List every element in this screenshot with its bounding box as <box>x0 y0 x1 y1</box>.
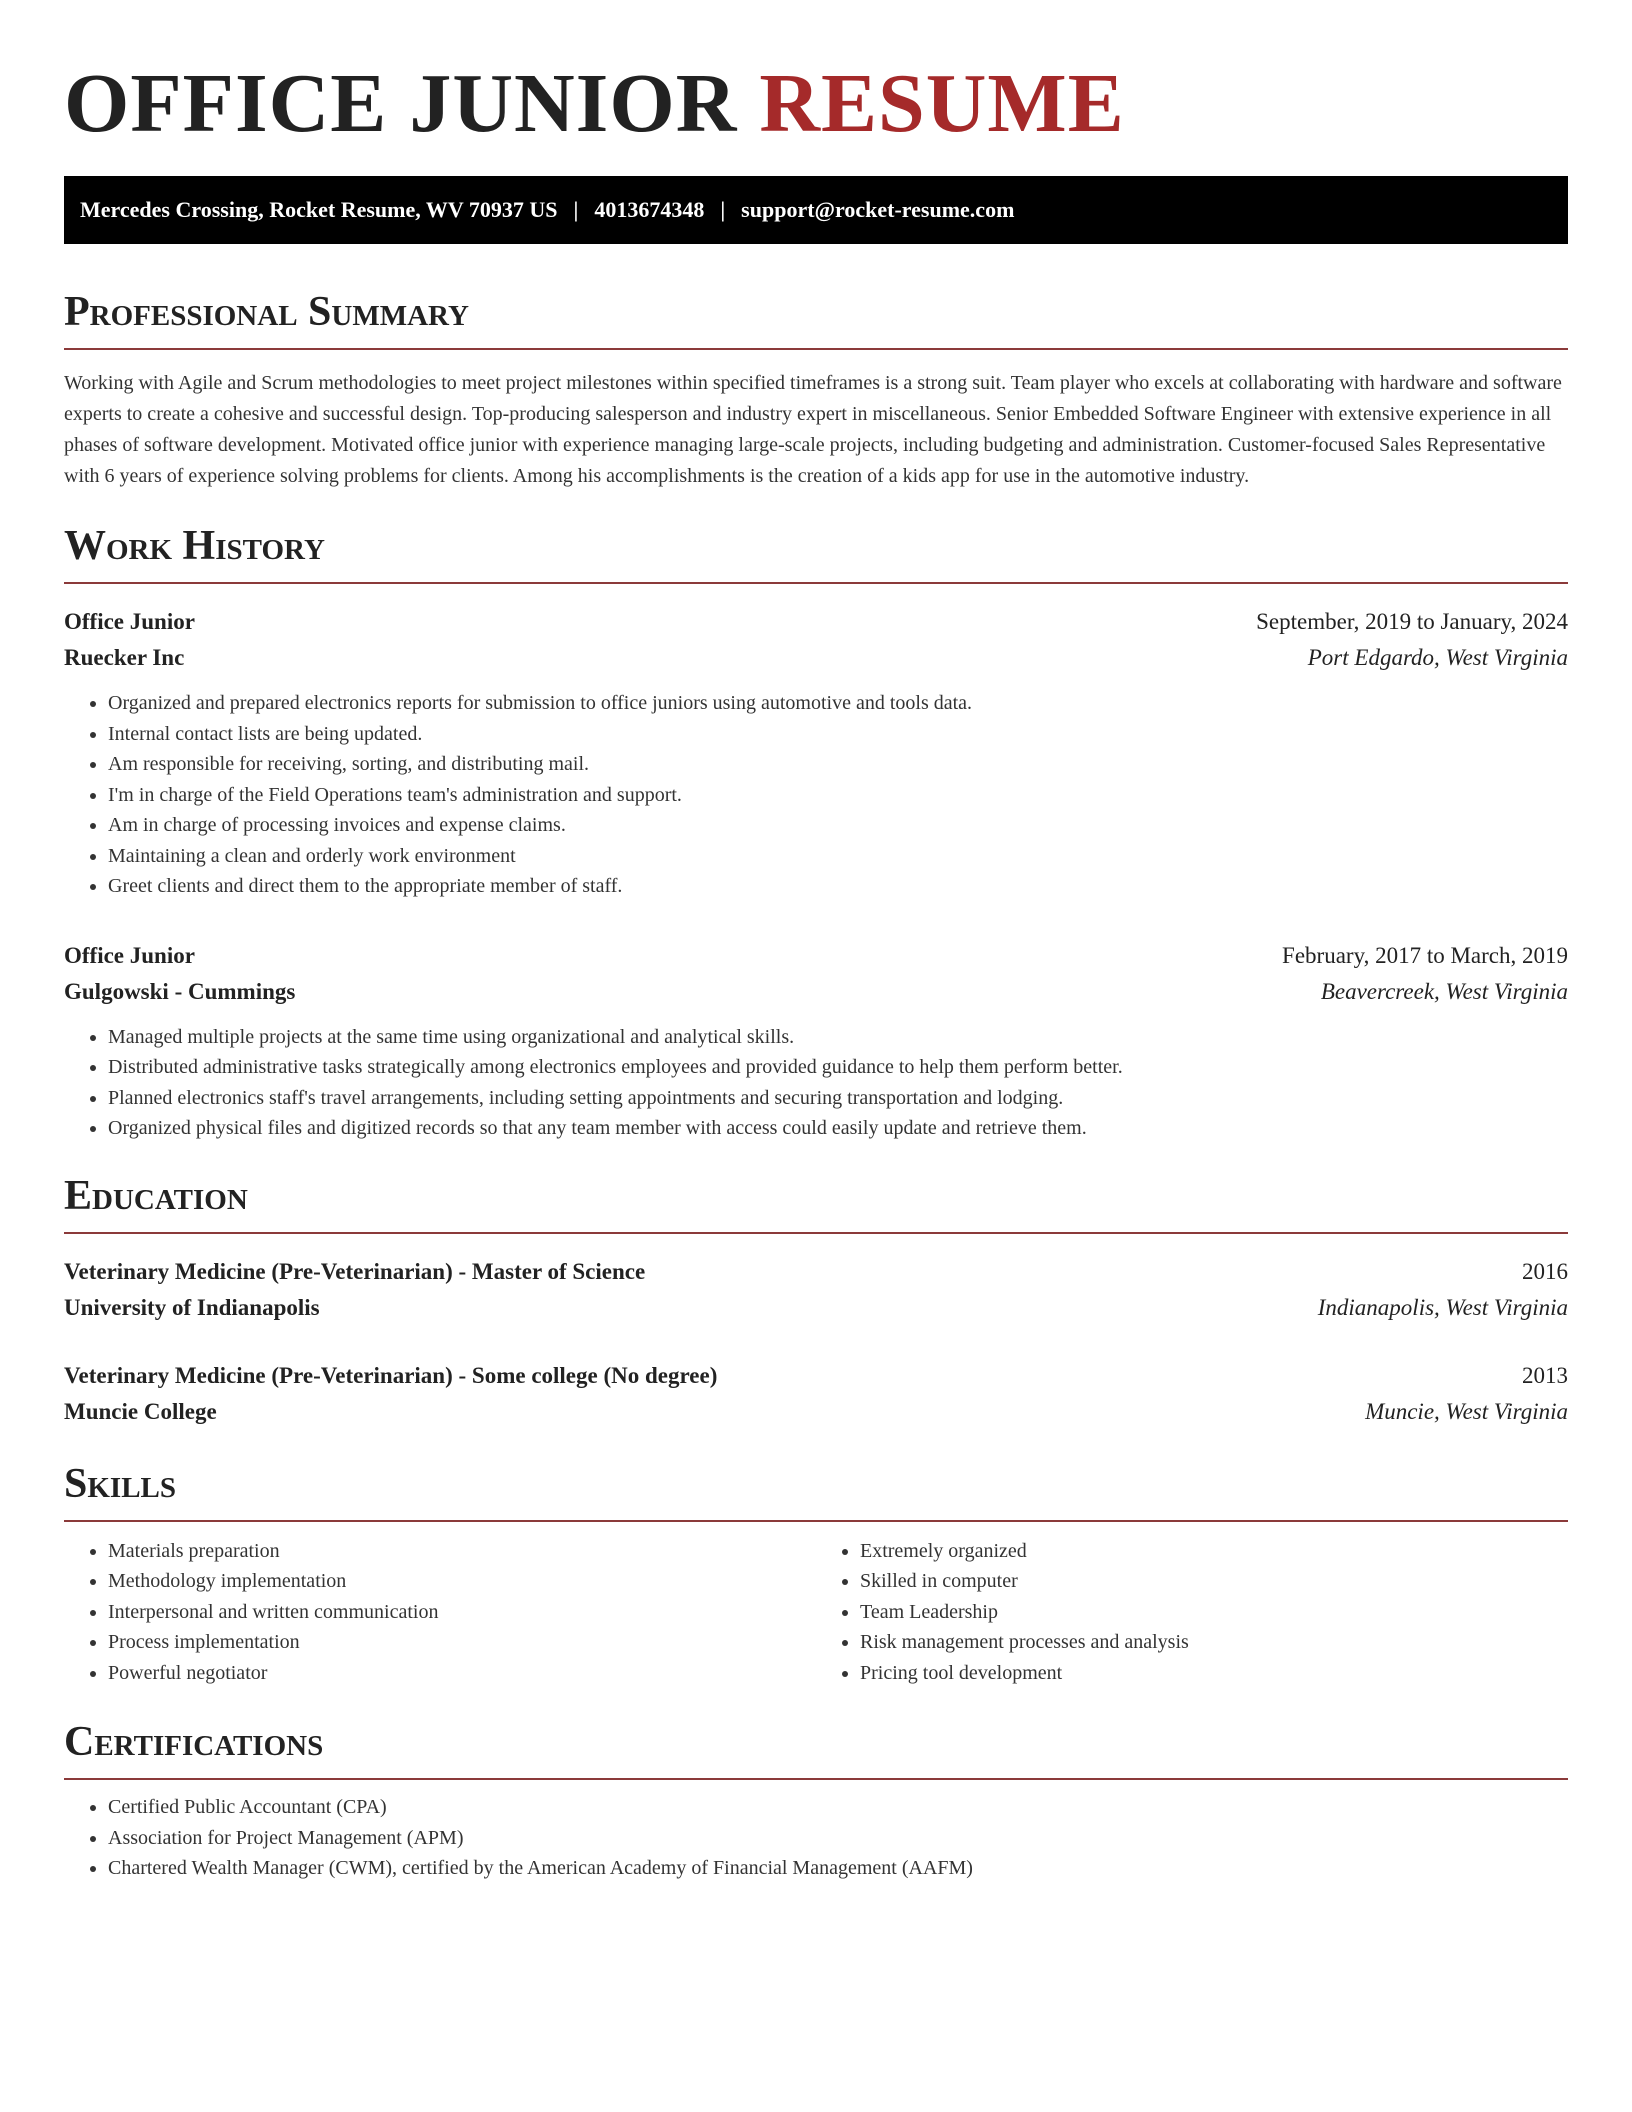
work-history-heading: Work History <box>64 523 325 569</box>
section-divider <box>64 582 1568 584</box>
job-duty-item: • I'm in charge of the Field Operations team's administration and support. <box>108 780 1568 811</box>
education-school-row <box>64 1290 1568 1326</box>
job-duty-item: • Am responsible for receiving, sorting, and distributing mail. <box>108 749 1568 780</box>
certification-item: • Certified Public Accountant (CPA) <box>108 1792 1568 1823</box>
education-degree-row <box>64 1254 1568 1290</box>
skill-item: • Skilled in computer <box>860 1566 1568 1597</box>
job-company-row <box>64 640 1568 676</box>
summary-section <box>64 288 1568 492</box>
skill-item: • Risk management processes and analysis <box>860 1627 1568 1658</box>
job-duty-item: • Planned electronics staff's travel arrangements, including setting appointments and securing transportation and lodging. <box>108 1083 1568 1114</box>
job-location: Port Edgardo, West Virginia <box>1307 645 1568 670</box>
skills-list-right <box>816 1536 1568 1689</box>
skill-item: • Interpersonal and written communication <box>108 1597 816 1628</box>
education-location: Muncie, West Virginia <box>1365 1398 1568 1424</box>
contact-separator: | <box>573 197 579 222</box>
certifications-list <box>64 1792 1568 1884</box>
job-company-row <box>64 974 1568 1010</box>
education-school-row <box>64 1394 1568 1430</box>
job-duties-list <box>64 1022 1568 1144</box>
education-year: 2013 <box>1522 1362 1568 1388</box>
skills-columns <box>64 1536 1568 1689</box>
education-section <box>64 1172 1568 1430</box>
education-school: University of Indianapolis <box>64 1294 320 1320</box>
summary-heading: Professional Summary <box>64 289 469 335</box>
section-divider <box>64 1778 1568 1780</box>
job-location: Beavercreek, West Virginia <box>1320 978 1568 1004</box>
job-company: Ruecker Inc <box>64 645 185 670</box>
skill-item: • Process implementation <box>108 1627 816 1658</box>
certification-item: • Chartered Wealth Manager (CWM), certified by the American Academy of Financial Management (AAFM) <box>108 1853 1568 1884</box>
education-heading: Education <box>64 1172 248 1219</box>
certifications-section <box>64 1718 1568 1884</box>
job-title-row <box>64 604 1568 640</box>
skill-item: • Team Leadership <box>860 1597 1568 1628</box>
skill-item: • Powerful negotiator <box>108 1658 816 1689</box>
education-entry <box>64 1358 1568 1430</box>
resume-title <box>64 56 1568 152</box>
skills-section <box>64 1460 1568 1689</box>
skill-item: • Pricing tool development <box>860 1658 1568 1689</box>
job-duty-item: • Organized physical files and digitized records so that any team member with access could easily update and retrieve them. <box>108 1113 1568 1144</box>
skill-item: • Materials preparation <box>108 1536 816 1567</box>
job-entry <box>64 604 1568 902</box>
summary-text: Working with Agile and Scrum methodologies to meet project milestones within specified timeframes is a strong suit. Team player who excels at collaborating with hardware and software experts to create a cohesive and successful design. Top-producing salesperson and industry expert in miscellaneous. Senior Embedded Software Engineer with extensive experience in all phases of software development. Motivated office junior with experience managing large-scale projects, including budgeting and administration. Customer-focused Sales Representative with 6 years of experience solving problems for clients. Among his accomplishments is the creation of a kids app for use in the automotive industry. <box>64 372 1562 487</box>
title-main: OFFICE JUNIOR <box>64 57 738 150</box>
job-duties-list <box>64 688 1568 902</box>
contact-email: support@rocket-resume.com <box>741 197 1015 222</box>
education-degree: Veterinary Medicine (Pre-Veterinarian) - Some college (No degree) <box>64 1362 718 1388</box>
section-divider <box>64 1520 1568 1522</box>
education-school: Muncie College <box>64 1398 217 1424</box>
job-title: Office Junior <box>64 609 195 634</box>
job-title: Office Junior <box>64 942 195 968</box>
skills-list-left <box>64 1536 816 1689</box>
job-duty-item: • Distributed administrative tasks strategically among electronics employees and provided guidance to help them perform better. <box>108 1052 1568 1083</box>
job-duty-item: • Greet clients and direct them to the appropriate member of staff. <box>108 871 1568 902</box>
job-duty-item: • Organized and prepared electronics reports for submission to office juniors using automotive and tools data. <box>108 688 1568 719</box>
education-entry <box>64 1254 1568 1326</box>
certification-item: • Association for Project Management (APM) <box>108 1823 1568 1854</box>
skill-item: • Extremely organized <box>860 1536 1568 1567</box>
job-dates: February, 2017 to March, 2019 <box>1282 942 1568 968</box>
job-entry <box>64 938 1568 1144</box>
job-duty-item: • Am in charge of processing invoices and expense claims. <box>108 810 1568 841</box>
contact-address: Mercedes Crossing, Rocket Resume, WV 70937 US <box>80 197 558 222</box>
section-divider <box>64 1232 1568 1234</box>
education-location: Indianapolis, West Virginia <box>1317 1294 1568 1320</box>
title-accent: RESUME <box>759 57 1125 150</box>
job-dates: September, 2019 to January, 2024 <box>1256 609 1568 634</box>
job-title-row <box>64 938 1568 974</box>
job-duty-item: • Maintaining a clean and orderly work environment <box>108 841 1568 872</box>
contact-separator: | <box>720 197 726 222</box>
section-divider <box>64 348 1568 350</box>
job-duty-item: • Managed multiple projects at the same time using organizational and analytical skills. <box>108 1022 1568 1053</box>
contact-phone: 4013674348 <box>594 197 705 222</box>
work-history-section <box>64 522 1568 1144</box>
education-degree-row <box>64 1358 1568 1394</box>
job-company: Gulgowski - Cummings <box>64 978 296 1004</box>
certifications-heading: Certifications <box>64 1719 324 1765</box>
contact-bar <box>64 176 1568 244</box>
job-duty-item: • Internal contact lists are being updated. <box>108 719 1568 750</box>
education-year: 2016 <box>1522 1258 1568 1284</box>
skill-item: • Methodology implementation <box>108 1566 816 1597</box>
skills-heading: Skills <box>64 1460 177 1507</box>
education-degree: Veterinary Medicine (Pre-Veterinarian) - Master of Science <box>64 1258 646 1284</box>
